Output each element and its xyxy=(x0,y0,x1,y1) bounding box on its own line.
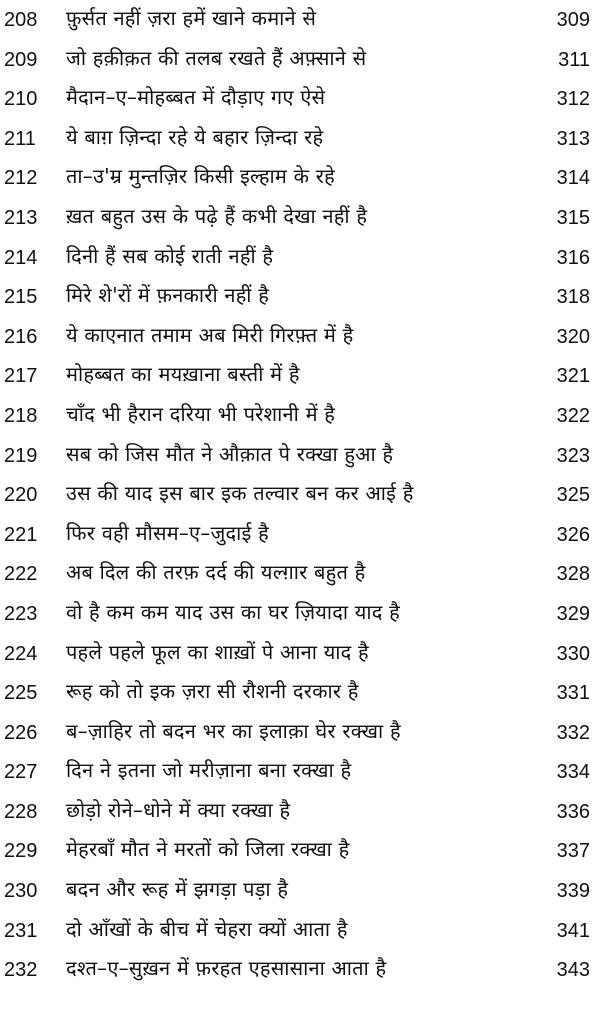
toc-row xyxy=(0,477,600,517)
toc-row xyxy=(0,279,600,319)
entry-title: ब–ज़ाहिर तो बदन भर का इलाक़ा घेर रक्खा है xyxy=(66,718,401,743)
entry-title: सब को जिस मौत ने औक़ात पे रक्खा हुआ है xyxy=(66,441,394,466)
entry-page-number: 312 xyxy=(556,88,590,111)
entry-number: 218 xyxy=(4,404,38,427)
entry-title: दो आँखों के बीच में चेहरा क्यों आता है xyxy=(66,916,348,941)
entry-title: दिन ने इतना जो मरीज़ाना बना रक्खा है xyxy=(66,758,352,783)
entry-title: चाँद भी हैरान दरिया भी परेशानी में है xyxy=(66,401,336,426)
toc-row xyxy=(0,873,600,913)
entry-page-number: 337 xyxy=(556,840,590,863)
entry-number: 226 xyxy=(4,721,38,744)
entry-number: 232 xyxy=(4,959,38,982)
entry-page-number: 322 xyxy=(556,404,590,427)
entry-title: मेहरबाँ मौत ने मरतों को जिला रक्खा है xyxy=(66,837,350,862)
entry-title: जो हक़ीक़त की तलब रखते हैं अफ़्साने से xyxy=(66,45,367,70)
entry-number: 217 xyxy=(4,365,38,388)
entry-page-number: 341 xyxy=(556,919,590,942)
entry-number: 230 xyxy=(4,880,38,903)
toc-row xyxy=(0,438,600,478)
entry-number: 222 xyxy=(4,563,38,586)
entry-title: रूह को तो इक ज़रा सी रौशनी दरकार है xyxy=(66,679,359,704)
entry-number: 208 xyxy=(4,9,38,31)
entry-title: वो है कम कम याद उस का घर ज़ियादा याद है xyxy=(66,599,400,624)
toc-row xyxy=(0,833,600,873)
entry-number: 210 xyxy=(4,88,38,111)
entry-number: 225 xyxy=(4,682,38,705)
entry-title: दश्त–ए–सुख़न में फ़रहत एहसासाना आता है xyxy=(66,956,387,981)
toc-row xyxy=(0,319,600,359)
entry-title: पहले पहले फूल का शाख़ों पे आना याद है xyxy=(66,639,369,664)
entry-number: 220 xyxy=(4,484,38,507)
entry-number: 227 xyxy=(4,761,38,784)
entry-number: 209 xyxy=(4,48,38,71)
entry-page-number: 315 xyxy=(556,206,590,229)
entry-number: 219 xyxy=(4,444,38,467)
toc-row xyxy=(0,398,600,438)
toc-row xyxy=(0,160,600,200)
entry-title: बदन और रूह में झगड़ा पड़ा है xyxy=(66,877,289,902)
entry-page-number: 321 xyxy=(556,365,590,388)
entry-page-number: 323 xyxy=(556,444,590,467)
toc-row xyxy=(0,596,600,636)
entry-page-number: 328 xyxy=(556,563,590,586)
entry-page-number: 339 xyxy=(556,880,590,903)
toc-row xyxy=(0,636,600,676)
toc-row xyxy=(0,952,600,992)
toc-row xyxy=(0,517,600,557)
entry-page-number: 316 xyxy=(556,246,590,269)
entry-page-number: 325 xyxy=(556,484,590,507)
entry-title: उस की याद इस बार इक तल्वार बन कर आई है xyxy=(66,481,414,506)
entry-page-number: 326 xyxy=(556,523,590,546)
entry-title: अब दिल की तरफ़ दर्द की यल्ग़ार बहुत है xyxy=(66,560,366,585)
entry-title: छोड़ो रोने–धोने में क्या रक्खा है xyxy=(66,797,291,822)
entry-number: 211 xyxy=(4,127,36,150)
toc-row xyxy=(0,358,600,398)
toc-row xyxy=(0,754,600,794)
entry-page-number: 329 xyxy=(556,602,590,625)
entry-number: 212 xyxy=(4,167,38,190)
entry-page-number: 309 xyxy=(556,9,590,31)
entry-number: 213 xyxy=(4,206,38,229)
entry-title: दिनी हैं सब कोई राती नहीं है xyxy=(66,243,274,268)
entry-page-number: 314 xyxy=(556,167,590,190)
toc-row xyxy=(0,240,600,280)
entry-number: 223 xyxy=(4,602,38,625)
entry-page-number: 343 xyxy=(556,959,590,982)
entry-number: 221 xyxy=(4,523,38,546)
entry-number: 231 xyxy=(4,919,38,942)
toc-row xyxy=(0,556,600,596)
entry-page-number: 311 xyxy=(558,48,590,71)
toc-row xyxy=(0,2,600,42)
entry-page-number: 330 xyxy=(556,642,590,665)
entry-number: 216 xyxy=(4,325,38,348)
entry-title: ख़त बहुत उस के पढ़े हैं कभी देखा नहीं है xyxy=(66,203,368,228)
entry-title: ये काएनात तमाम अब मिरी गिरफ़्त में है xyxy=(66,322,354,347)
entry-title: मोहब्बत का मयख़ाना बस्ती में है xyxy=(66,362,300,387)
toc-row xyxy=(0,42,600,82)
toc-row xyxy=(0,200,600,240)
entry-page-number: 318 xyxy=(556,286,590,309)
toc-row xyxy=(0,913,600,953)
entry-title: मिरे शे'रों में फ़नकारी नहीं है xyxy=(66,283,270,308)
toc-row xyxy=(0,794,600,834)
entry-title: ता–उ'म्र मुन्तज़िर किसी इल्हाम के रहे xyxy=(66,164,335,189)
toc-row xyxy=(0,121,600,161)
entry-number: 228 xyxy=(4,800,38,823)
entry-title: फ़ुर्सत नहीं ज़रा हमें खाने कमाने से xyxy=(66,6,317,30)
entry-page-number: 336 xyxy=(556,800,590,823)
entry-page-number: 334 xyxy=(556,761,590,784)
entry-page-number: 313 xyxy=(556,127,590,150)
toc-row xyxy=(0,715,600,755)
entry-title: ये बाग़ ज़िन्दा रहे ये बहार ज़िन्दा रहे xyxy=(66,124,324,149)
entry-page-number: 332 xyxy=(556,721,590,744)
entry-page-number: 320 xyxy=(556,325,590,348)
entry-title: फिर वही मौसम–ए–जुदाई है xyxy=(66,520,269,545)
entry-number: 214 xyxy=(4,246,38,269)
entry-page-number: 331 xyxy=(556,682,590,705)
toc-row xyxy=(0,81,600,121)
entry-number: 215 xyxy=(4,286,38,309)
entry-title: मैदान–ए–मोहब्बत में दौड़ाए गए ऐसे xyxy=(66,85,326,110)
entry-number: 224 xyxy=(4,642,38,665)
entry-number: 229 xyxy=(4,840,38,863)
toc-row xyxy=(0,675,600,715)
